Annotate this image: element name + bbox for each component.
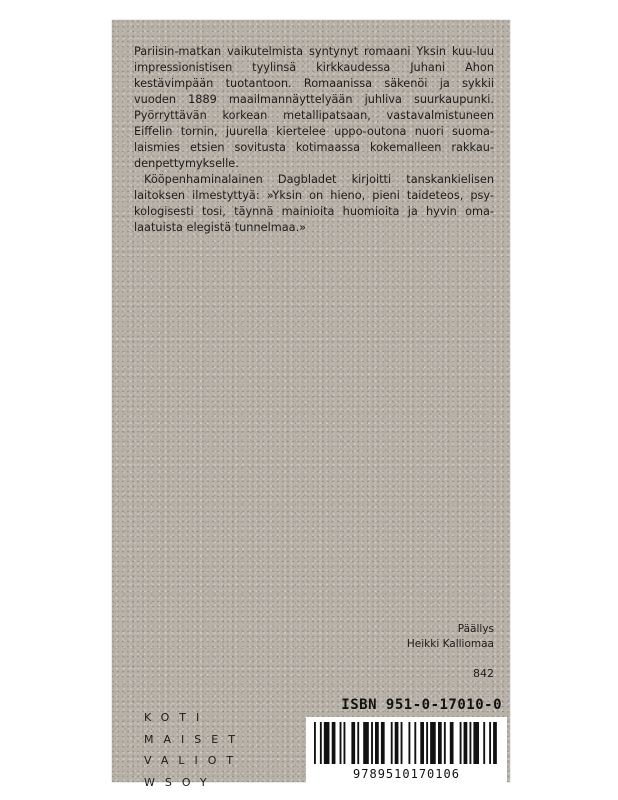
barcode-bar bbox=[444, 722, 446, 764]
barcode-bar bbox=[371, 722, 373, 764]
barcode-bar bbox=[344, 722, 346, 764]
cover-credit-name: Heikki Kalliomaa bbox=[406, 638, 494, 650]
blurb-paragraph-1: Pariisin-matkan vaikutelmista syntynyt romaani Yksin kuu-luu impressionistisen tyylinsä kirkkaudessa Juhani Ahon kestävimpään tuotantoon. Romaanissa säkenöi ja sykkii vuoden 1889 maailmannäyttelyään juhliva suurkaupunki. Pyörryttävän korkean metallipatsaan, vastavalmistuneen Eiffelin tornin, juurella kiertelee uppo-outona nuori suoma-laismies etsien sovitusta kotimaassa kokemalleen rakkau-denpettymykselle. bbox=[134, 45, 494, 170]
barcode-bar bbox=[340, 722, 342, 764]
cover-credit bbox=[407, 622, 494, 652]
barcode-bar bbox=[489, 722, 491, 764]
barcode-bar bbox=[460, 722, 462, 764]
barcode-bar bbox=[469, 722, 471, 764]
barcode-bar bbox=[493, 722, 497, 764]
series-line-4: WSOY bbox=[144, 775, 217, 789]
series-line-2: MAISET bbox=[144, 732, 245, 746]
barcode-bar bbox=[420, 722, 424, 764]
barcode-bar bbox=[395, 722, 399, 764]
barcode-bar bbox=[473, 722, 479, 764]
barcode-bar bbox=[332, 722, 336, 764]
series-name bbox=[144, 707, 245, 793]
series-line-1: KOTI bbox=[144, 711, 210, 724]
barcode-bar bbox=[351, 722, 355, 764]
barcode-bars bbox=[314, 722, 499, 764]
barcode-bar bbox=[320, 722, 322, 764]
barcode-bar bbox=[401, 722, 403, 764]
isbn-text: ISBN 951-0-17010-0 bbox=[341, 697, 502, 713]
barcode-bar bbox=[438, 722, 442, 764]
barcode-bar bbox=[314, 722, 316, 764]
barcode-bar bbox=[381, 722, 385, 764]
series-line-3: VALIOT bbox=[144, 754, 244, 767]
barcode-bar bbox=[324, 722, 330, 764]
blurb-paragraph-2: Kööpenhaminalainen Dagbladet kirjoitti tanskankielisen laitoksen ilmestyttyä: »Yksin on hieno, pieni taideteos, psy-kologisesti tosi, täynnä mainioita huomioita ja hyvin oma-laatuista elegistä tunnelmaa.» bbox=[134, 173, 494, 234]
barcode-bar bbox=[391, 722, 393, 764]
blurb-text bbox=[134, 44, 494, 236]
barcode-bar bbox=[450, 722, 454, 764]
barcode-bar bbox=[408, 722, 410, 764]
barcode-bar bbox=[414, 722, 416, 764]
back-cover bbox=[112, 20, 510, 789]
barcode-bar bbox=[357, 722, 359, 764]
barcode-bar bbox=[430, 722, 436, 764]
book-number: 842 bbox=[473, 667, 494, 680]
barcode-bar bbox=[464, 722, 468, 764]
barcode-bar bbox=[483, 722, 485, 764]
barcode-digits: 9789510170106 bbox=[353, 767, 460, 781]
barcode-bar bbox=[426, 722, 428, 764]
barcode bbox=[306, 717, 507, 785]
cover-credit-label: Päällys bbox=[457, 623, 494, 635]
barcode-bar bbox=[363, 722, 369, 764]
barcode-bar bbox=[375, 722, 379, 764]
